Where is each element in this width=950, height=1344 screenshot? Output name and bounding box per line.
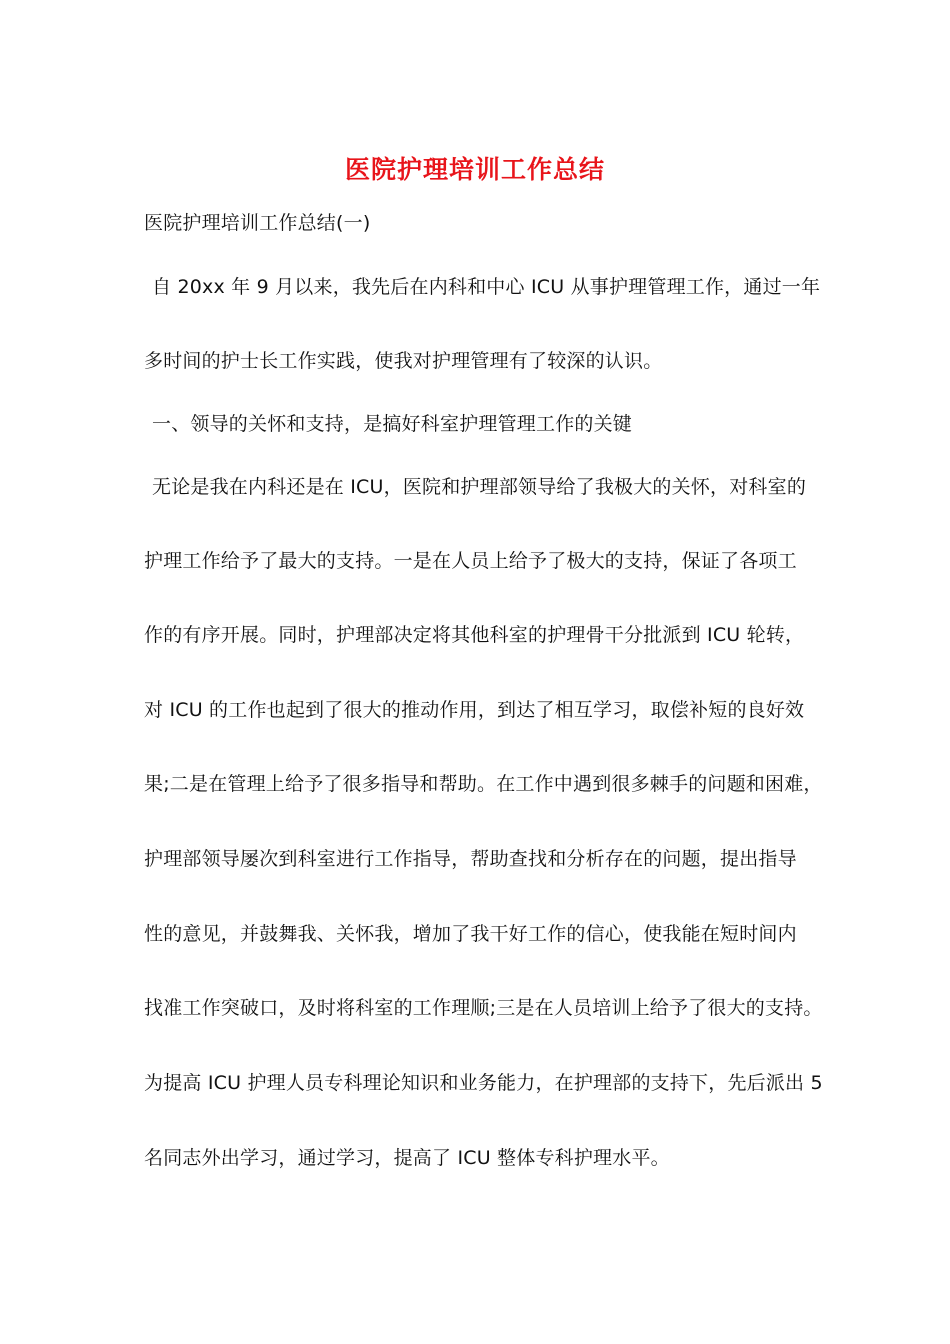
paragraph-line: 自 20xx 年 9 月以来，我先后在内科和中心 ICU 从事护理管理工作，通过一年 — [152, 276, 821, 298]
subsection-heading: 一、领导的关怀和支持，是搞好科室护理管理工作的关键 — [152, 413, 633, 435]
paragraph-line: 护理工作给予了最大的支持。一是在人员上给予了极大的支持，保证了各项工 — [144, 550, 797, 572]
paragraph-line: 为提高 ICU 护理人员专科理论知识和业务能力，在护理部的支持下，先后派出 5 — [144, 1072, 823, 1094]
paragraph-line: 无论是我在内科还是在 ICU，医院和护理部领导给了我极大的关怀，对科室的 — [152, 476, 807, 498]
paragraph-line: 找准工作突破口，及时将科室的工作理顺;三是在人员培训上给予了很大的支持。 — [144, 997, 823, 1019]
paragraph-line: 作的有序开展。同时，护理部决定将其他科室的护理骨干分批派到 ICU 轮转， — [144, 624, 805, 646]
paragraph-line: 多时间的护士长工作实践，使我对护理管理有了较深的认识。 — [144, 350, 663, 372]
section-heading: 医院护理培训工作总结(一) — [144, 212, 371, 234]
paragraph-line: 性的意见，并鼓舞我、关怀我，增加了我干好工作的信心，使我能在短时间内 — [144, 923, 797, 945]
paragraph-line: 护理部领导屡次到科室进行工作指导，帮助查找和分析存在的问题，提出指导 — [144, 848, 797, 870]
paragraph-line: 对 ICU 的工作也起到了很大的推动作用，到达了相互学习，取偿补短的良好效 — [144, 699, 805, 721]
document-title: 医院护理培训工作总结 — [344, 155, 605, 184]
paragraph-line: 名同志外出学习，通过学习，提高了 ICU 整体专科护理水平。 — [144, 1147, 670, 1169]
paragraph-line: 果;二是在管理上给予了很多指导和帮助。在工作中遇到很多棘手的问题和困难， — [144, 773, 823, 795]
